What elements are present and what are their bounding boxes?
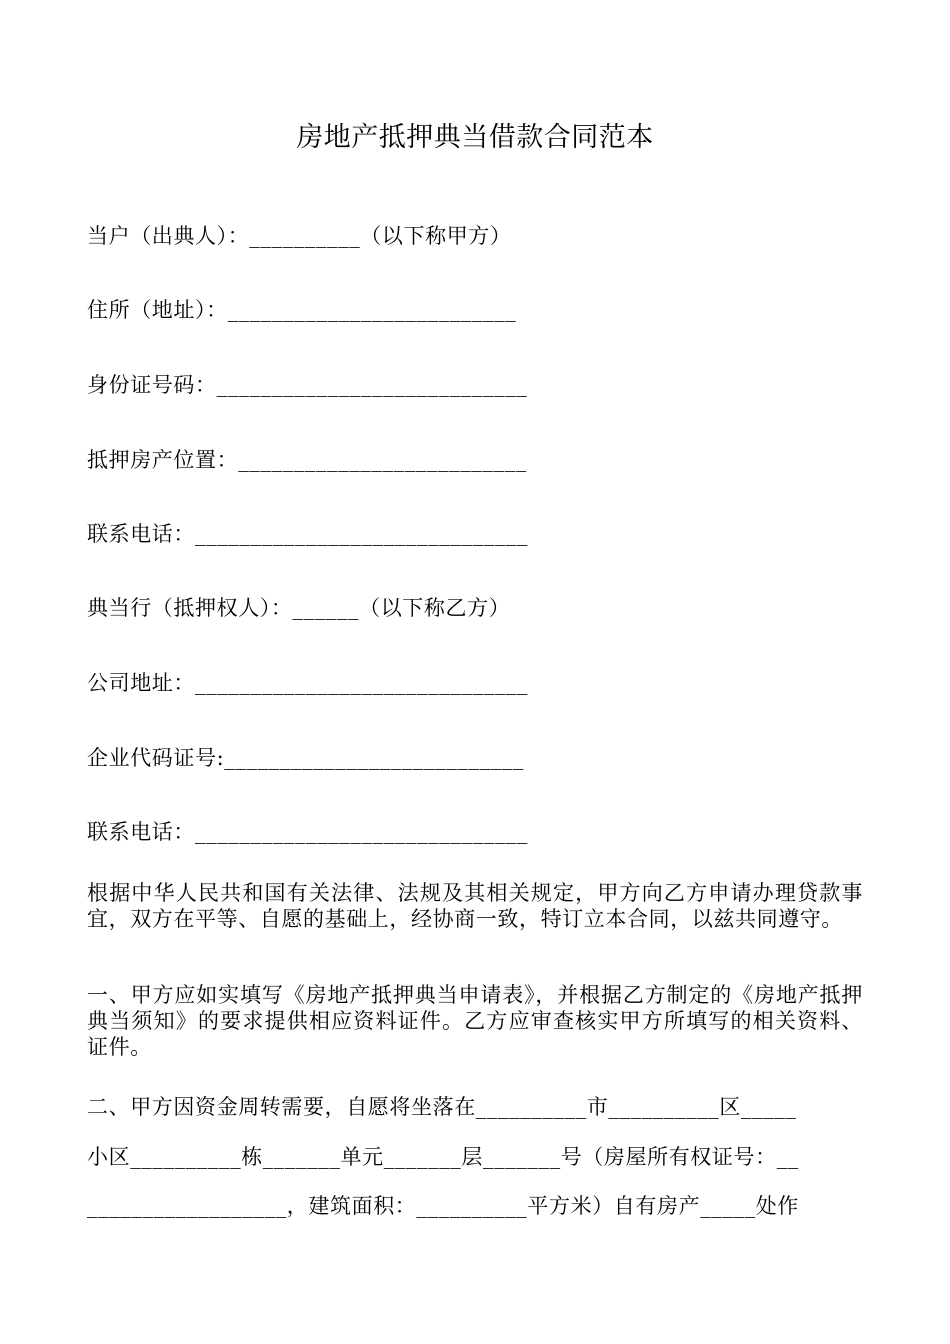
pawnshop-field: 典当行（抵押权人）：______（以下称乙方） <box>87 596 511 620</box>
document-title: 房地产抵押典当借款合同范本 <box>296 122 654 153</box>
enterprise-code-field: 企业代码证号:___________________________ <box>87 746 524 770</box>
company-phone-field: 联系电话：______________________________ <box>87 820 528 844</box>
clause-two-line-1: 二、甲方因资金周转需要，自愿将坐落在__________市__________区_____ <box>87 1095 797 1119</box>
property-location-field: 抵押房产位置：__________________________ <box>87 448 527 472</box>
address-field: 住所（地址）：__________________________ <box>87 298 517 322</box>
clause-one-paragraph: 一、甲方应如实填写《房地产抵押典当申请表》，并根据乙方制定的《房地产抵押典当须知》的要求提供相应资料证件。乙方应审查核实甲方所填写的相关资料、证件。 <box>87 983 863 1059</box>
company-address-field: 公司地址：______________________________ <box>87 671 528 695</box>
clause-two-line-3: __________________，建筑面积：__________平方米）自有房产_____处作 <box>87 1194 799 1218</box>
phone-field: 联系电话：______________________________ <box>87 522 528 546</box>
intro-paragraph: 根据中华人民共和国有关法律、法规及其相关规定，甲方向乙方申请办理贷款事宜，双方在平等、自愿的基础上，经协商一致，特订立本合同，以兹共同遵守。 <box>87 881 863 931</box>
clause-two-line-2: 小区__________栋_______单元_______层_______号（房屋所有权证号：__ <box>87 1145 799 1169</box>
pawner-field: 当户（出典人）：__________（以下称甲方） <box>87 224 512 248</box>
id-number-field: 身份证号码：____________________________ <box>87 373 528 397</box>
